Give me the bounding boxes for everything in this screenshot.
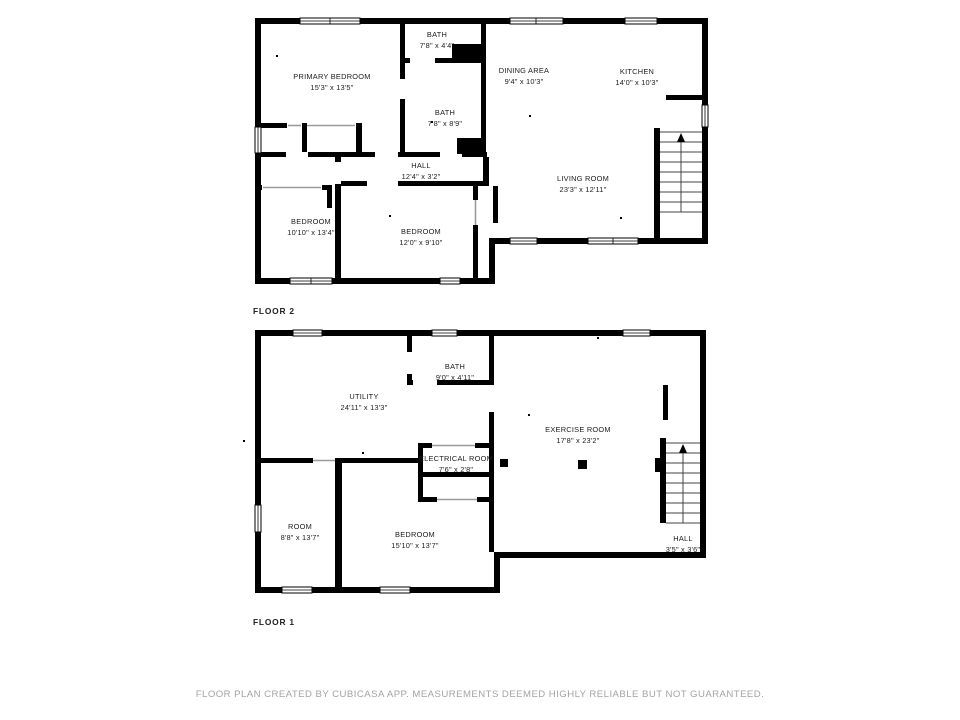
room-dims-living-room: 23'3" x 12'11" (559, 185, 607, 194)
floor2-closet-doors (263, 126, 476, 226)
room-dims-bedroom: 15'10" x 13'7" (391, 541, 439, 550)
room-label-electrical-room: ELECTRICAL ROOM (418, 454, 494, 463)
floor1-label: FLOOR 1 (253, 617, 295, 627)
window (625, 18, 657, 24)
window (432, 330, 457, 336)
support-post (500, 459, 508, 467)
window (623, 330, 650, 336)
window (282, 587, 312, 593)
room-dims-bedroom-mid: 12'0" x 9'10" (399, 238, 443, 247)
window (510, 238, 537, 244)
window (440, 278, 460, 284)
window (290, 278, 332, 284)
room-dims-bath-upper: 7'8" x 4'4" (419, 41, 455, 50)
floor2-plan (253, 18, 708, 316)
window (255, 505, 261, 532)
room-dims-hall: 12'4" x 3'2" (401, 172, 441, 181)
window (255, 127, 261, 153)
floor1-posts (500, 459, 587, 469)
room-label-bath-upper: BATH (426, 30, 448, 39)
window (300, 18, 360, 24)
room-dims-hall-lower: 3'5" x 3'6" (665, 545, 701, 554)
room-dims-kitchen: 14'0" x 10'3" (615, 78, 659, 87)
room-label-utility: UTILITY (349, 392, 379, 401)
room-label-living-room: LIVING ROOM (556, 174, 610, 183)
room-dims-utility: 24'11" x 13'3" (340, 403, 388, 412)
room-dims-bath-lower: 7'8" x 8'9" (427, 119, 463, 128)
floor1-staircase (666, 443, 700, 523)
shower-fixture (457, 138, 484, 154)
room-label-bedroom-west: BEDROOM (291, 217, 331, 226)
room-dims-bedroom-west: 10'10" x 13'4" (287, 228, 335, 237)
room-dims-exercise-room: 17'8" x 23'2" (556, 436, 600, 445)
floor2-staircase (660, 132, 702, 212)
stairs-up-arrow-icon (679, 444, 687, 453)
floor2-label: FLOOR 2 (253, 306, 295, 316)
room-dims-electrical-room: 7'6" x 2'8" (438, 465, 474, 474)
support-post (578, 460, 587, 469)
room-dims-primary-bedroom: 15'3" x 13'5" (310, 83, 354, 92)
stairs-up-arrow-icon (677, 133, 685, 142)
footer-disclaimer: FLOOR PLAN CREATED BY CUBICASA APP. MEASUREMENTS DEEMED HIGHLY RELIABLE BUT NOT GUARANTEED. (195, 689, 765, 700)
room-label-bath-lower: BATH (434, 108, 456, 117)
window (588, 238, 638, 244)
room-label-hall: HALL (411, 161, 431, 170)
bath-fixture (452, 44, 481, 60)
room-dims-room: 8'8" x 13'7" (280, 533, 320, 542)
room-label-hall-lower: HALL (673, 534, 693, 543)
window (293, 330, 322, 336)
room-dims-dining-area: 9'4" x 10'3" (504, 77, 544, 86)
window (702, 105, 708, 127)
floor1-plan (243, 330, 706, 627)
room-label-room: ROOM (288, 522, 312, 531)
room-label-primary-bedroom: PRIMARY BEDROOM (293, 72, 371, 81)
room-dims-bath: 9'0" x 4'11" (435, 373, 475, 382)
room-label-bedroom: BEDROOM (395, 530, 435, 539)
room-label-exercise-room: EXERCISE ROOM (545, 425, 611, 434)
room-label-bedroom-mid: BEDROOM (401, 227, 441, 236)
room-label-bath: BATH (444, 362, 466, 371)
window (380, 587, 410, 593)
window (510, 18, 563, 24)
room-label-dining-area: DINING AREA (498, 66, 550, 75)
room-label-kitchen: KITCHEN (619, 67, 655, 76)
